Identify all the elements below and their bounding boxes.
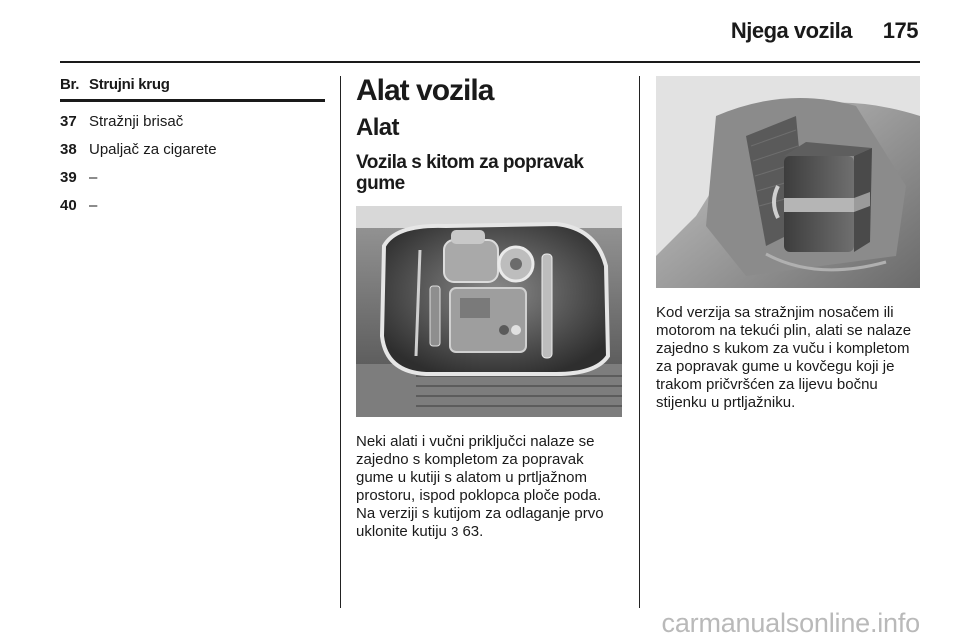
section-tools <box>356 76 622 541</box>
tool-case-text: Kod verzija sa stražnjim nosačem ili motorom na tekući plin, alati se nalaze zajedno s kukom za vuču i kompletom za popravak gume u kovčegu koji je trakom pričvršćen za lijevu bočnu stijenku u prtljažniku. <box>656 304 912 411</box>
fuse-number: 39 <box>60 169 77 186</box>
header-rule <box>60 61 920 63</box>
fuse-col-number-heading: Br. <box>60 76 80 93</box>
table-row <box>60 169 325 187</box>
tool-location-text <box>356 433 622 541</box>
fuse-circuit: Stražnji brisač <box>89 113 184 130</box>
section-tools-case <box>656 76 920 412</box>
trunk-tool-case-photo <box>656 76 920 288</box>
table-row <box>60 141 325 159</box>
section-subtitle: Alat <box>356 114 399 141</box>
table-row <box>60 113 325 131</box>
section-subsubtitle: Vozila s kitom za popravak gume <box>356 152 584 194</box>
page-reference-icon: 3 <box>451 524 459 539</box>
column-divider <box>639 76 640 608</box>
fuse-table-header <box>60 76 325 102</box>
page-reference: 63. <box>458 523 484 540</box>
column-divider <box>340 76 341 608</box>
fuse-circuit: Upaljač za cigarete <box>89 141 217 158</box>
fuse-number: 40 <box>60 197 77 214</box>
watermark: carmanualsonline.info <box>661 608 920 638</box>
page-header <box>0 0 960 60</box>
fuse-circuit: – <box>89 197 98 214</box>
section-title: Alat vozila <box>356 74 494 107</box>
table-row <box>60 197 325 215</box>
fuse-number: 38 <box>60 141 77 158</box>
fuse-circuit: – <box>89 169 98 186</box>
page-header-title: Njega vozila <box>730 18 852 43</box>
fuse-col-circuit-heading: Strujni krug <box>89 76 170 93</box>
tool-location-body: Neki alati i vučni priključci nalaze se zajedno s kompletom za popravak gume u kutiji s alatom u prtljažnom prostoru, ispod poklopca ploče poda. Na verziji s kutijom za odlaganje prvo uklonite kutiju <box>356 433 604 540</box>
fuse-table <box>60 76 325 215</box>
fuse-number: 37 <box>60 113 77 130</box>
page-number: 175 <box>882 18 918 43</box>
tool-kit-photo <box>356 206 622 417</box>
